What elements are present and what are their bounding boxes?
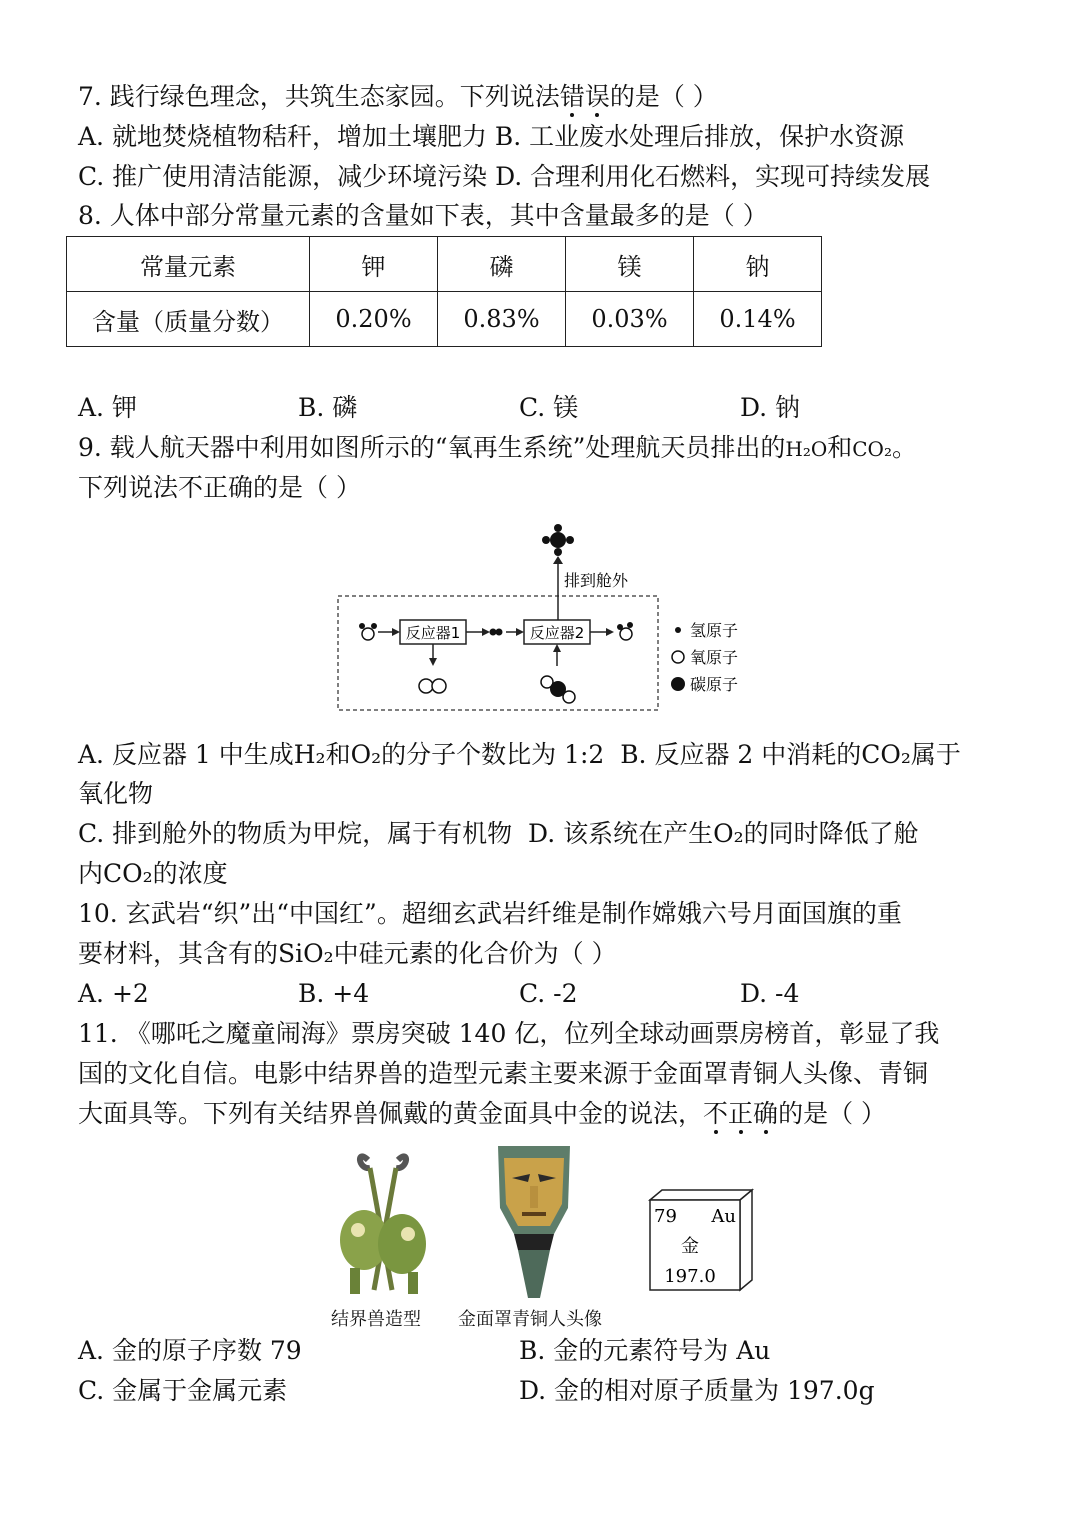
q10-option-c[interactable]: C. -2	[519, 979, 578, 1008]
q10-option-b[interactable]: B. +4	[298, 979, 370, 1008]
q7-option-b[interactable]: B. 工业废水处理后排放，保护水资源	[494, 122, 905, 151]
q9-option-d-cont: 内CO₂的浓度	[78, 859, 228, 888]
table-cell: 镁	[566, 237, 694, 292]
q8-option-d[interactable]: D. 钠	[740, 393, 801, 422]
q9-option-b[interactable]: B. 反应器 2 中消耗的CO₂属于	[620, 740, 961, 769]
atomic-number: 79	[654, 1206, 677, 1227]
q9-option-d[interactable]: D. 该系统在产生O₂的同时降低了舱	[528, 819, 919, 848]
bronze-head-image	[488, 1138, 580, 1303]
q11-option-a[interactable]: A. 金的原子序数 79	[78, 1336, 302, 1365]
table-cell: 0.20%	[310, 292, 438, 347]
table-cell: 钠	[694, 237, 822, 292]
q11-option-d[interactable]: D. 金的相对原子质量为 197.0g	[519, 1376, 875, 1405]
atomic-mass: 197.0	[664, 1266, 716, 1287]
table-cell: 磷	[438, 237, 566, 292]
q11-emphasis: 不正确	[703, 1099, 779, 1128]
q11-option-c[interactable]: C. 金属于金属元素	[78, 1376, 288, 1405]
vent-arrow-head	[553, 556, 563, 564]
oxygen-regeneration-diagram	[330, 518, 770, 718]
water-molecule-icon	[359, 623, 377, 640]
q11-option-b[interactable]: B. 金的元素符号为 Au	[519, 1336, 771, 1365]
formula-h2o: H₂O	[785, 437, 828, 461]
q10-stem-line2: 要材料，其含有的SiO₂中硅元素的化合价为（ ）	[78, 939, 617, 968]
reactor1-label: 反应器1	[405, 624, 461, 642]
q11-stem-line3: 大面具等。下列有关结界兽佩戴的黄金面具中金的说法，不正确的是（ ）	[78, 1099, 887, 1128]
table-cell: 常量元素	[67, 237, 310, 292]
q10-option-a[interactable]: A. +2	[78, 979, 149, 1008]
legend-carbon-icon	[671, 677, 685, 691]
q7-option-a[interactable]: A. 就地焚烧植物秸秆，增加土壤肥力	[78, 122, 487, 151]
caption-bronze-head: 金面罩青铜人头像	[458, 1309, 602, 1330]
q8-option-a[interactable]: A. 钾	[78, 393, 137, 422]
q9-options-cd	[78, 819, 919, 849]
q11-stem-line2: 国的文化自信。电影中结界兽的造型元素主要来源于金面罩青铜人头像、青铜	[78, 1059, 929, 1088]
methane-molecule-icon	[542, 524, 574, 556]
system-boundary	[338, 596, 658, 710]
q9-options-ab	[78, 740, 961, 770]
legend-hydrogen: 氢原子	[690, 621, 739, 640]
water-molecule-output-icon	[617, 622, 633, 640]
q9-option-a[interactable]: A. 反应器 1 中生成H₂和O₂的分子个数比为 1:2	[78, 740, 605, 769]
q7-option-c[interactable]: C. 推广使用清洁能源，减少环境污染	[78, 162, 488, 191]
q11-stem-line1: 11. 《哪吒之魔童闹海》票房突破 140 亿，位列全球动画票房榜首，彰显了我	[78, 1019, 940, 1048]
legend-hydrogen-icon	[675, 627, 681, 633]
q9-option-c[interactable]: C. 排到舱外的物质为甲烷，属于有机物	[78, 819, 513, 848]
table-cell: 含量（质量分数）	[67, 292, 310, 347]
reactor2-label: 反应器2	[529, 624, 585, 642]
table-row	[67, 292, 822, 347]
q9-option-b-cont: 氧化物	[78, 779, 154, 808]
q8-stem: 8. 人体中部分常量元素的含量如下表，其中含量最多的是（ ）	[78, 201, 768, 230]
caption-jiejieshou: 结界兽造型	[331, 1309, 421, 1330]
q10-stem-line1: 10. 玄武岩“织”出“中国红”。超细玄武岩纤维是制作嫦娥六号月面国旗的重	[78, 899, 902, 928]
element-name: 金	[681, 1236, 699, 1257]
carbon-dioxide-molecule-icon	[541, 676, 575, 703]
table-cell: 0.03%	[566, 292, 694, 347]
q8-option-b[interactable]: B. 磷	[298, 393, 358, 422]
table-cell: 0.14%	[694, 292, 822, 347]
element-symbol: Au	[711, 1206, 736, 1227]
q7-option-d[interactable]: D. 合理利用化石燃料，实现可持续发展	[495, 162, 931, 191]
q8-option-c[interactable]: C. 镁	[519, 393, 579, 422]
q8-element-table	[66, 236, 822, 347]
q7-options-cd	[78, 162, 930, 192]
jiejieshou-figure-image	[328, 1140, 438, 1300]
q10-option-d[interactable]: D. -4	[740, 979, 800, 1008]
hydrogen-molecule-icon	[490, 629, 503, 636]
gold-element-card	[648, 1188, 756, 1294]
vent-label: 排到舱外	[564, 571, 629, 590]
legend-oxygen: 氧原子	[690, 648, 739, 667]
oxygen-molecule-icon	[419, 679, 446, 693]
table-cell: 钾	[310, 237, 438, 292]
q9-stem-line1: 9. 载人航天器中利用如图所示的“氧再生系统”处理航天员排出的H₂O和CO₂。	[78, 433, 917, 462]
formula-co2: CO₂	[852, 437, 892, 461]
q7-emphasis: 错误	[559, 82, 610, 111]
table-row	[67, 237, 822, 292]
legend-carbon: 碳原子	[690, 675, 739, 694]
legend-oxygen-icon	[672, 651, 684, 663]
q7-options-ab	[78, 122, 904, 152]
q9-stem-line2: 下列说法不正确的是（ ）	[78, 473, 361, 502]
q7-stem: 7. 践行绿色理念，共筑生态家园。下列说法错误的是（ ）	[78, 82, 718, 111]
table-cell: 0.83%	[438, 292, 566, 347]
